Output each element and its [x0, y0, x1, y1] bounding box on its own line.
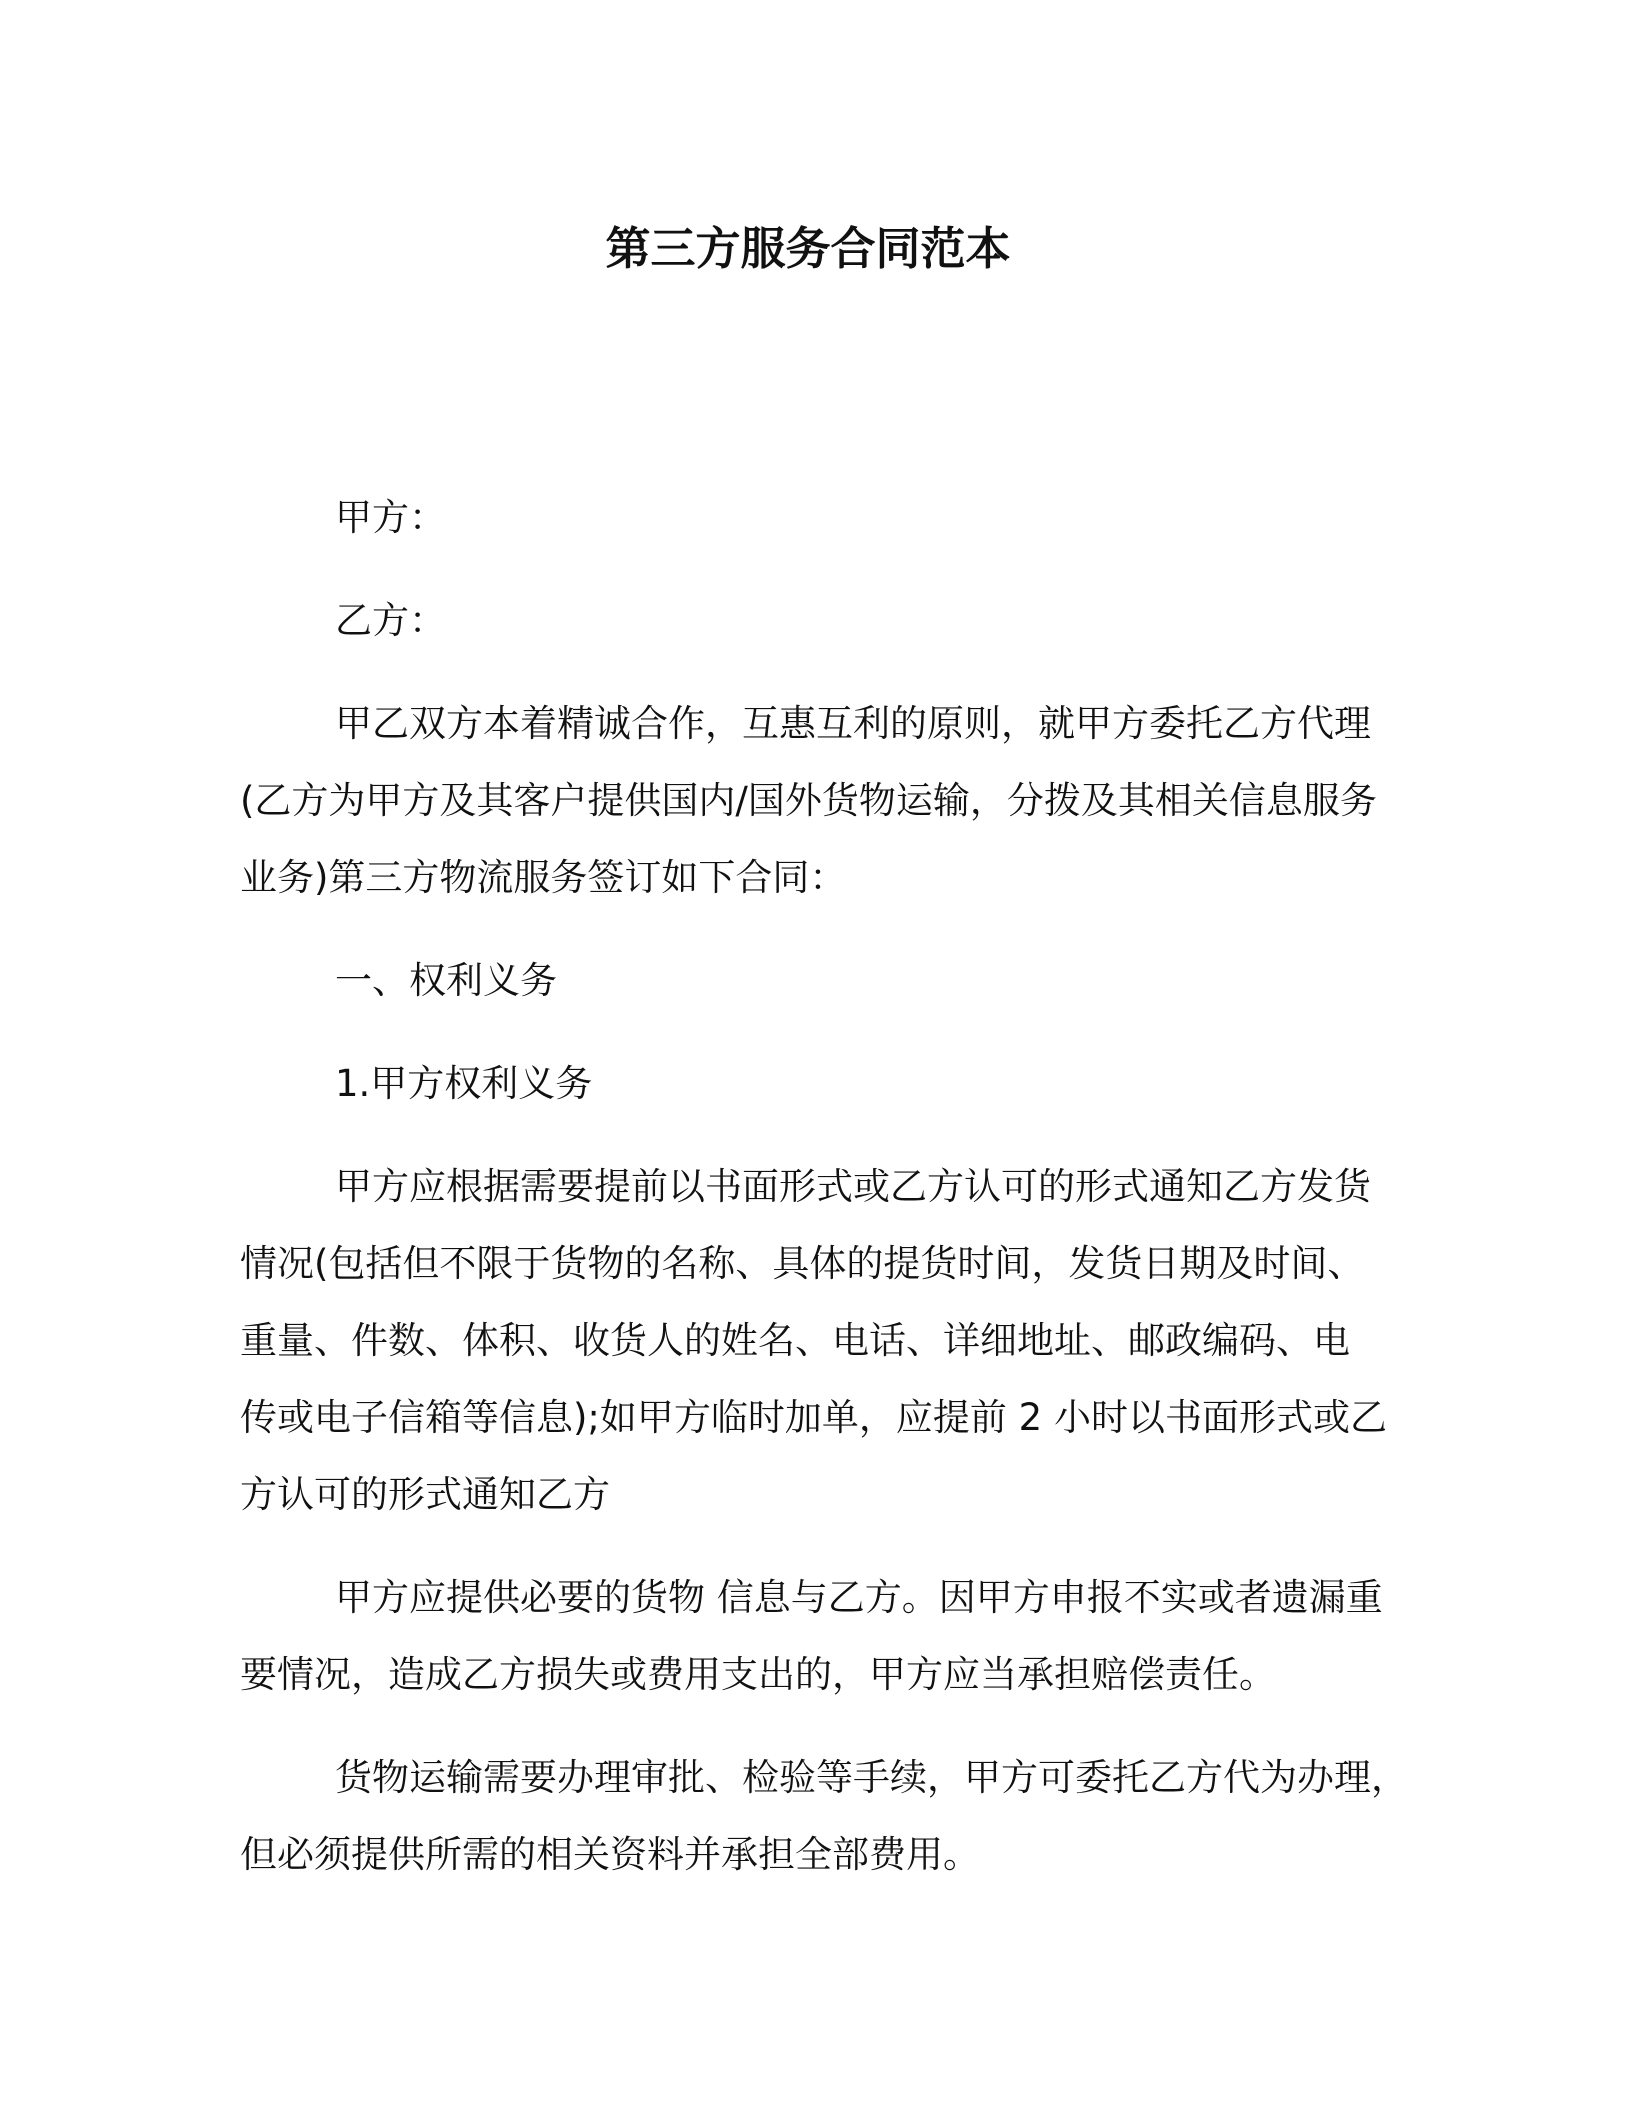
paragraph-line: (乙方为甲方及其客户提供国内/国外货物运输，分拨及其相关信息服务: [240, 779, 1377, 822]
paragraph-line: 传或电子信箱等信息);如甲方临时加单，应提前 2 小时以书面形式或乙: [240, 1396, 1387, 1439]
paragraph-line: 但必须提供所需的相关资料并承担全部费用。: [240, 1833, 980, 1876]
section-heading-text: 一、权利义务: [335, 959, 557, 1002]
document-body: [240, 479, 1408, 1919]
subsection-heading-party-a-rights: [240, 1045, 1390, 1122]
document-title: 第三方服务合同范本: [605, 222, 1011, 275]
paragraph-party-b: [240, 582, 1390, 659]
paragraph-line: 货物运输需要办理审批、检验等手续，甲方可委托乙方代为办理，: [335, 1756, 1408, 1799]
paragraph-line: 甲方应提供必要的货物 信息与乙方。因甲方申报不实或者遗漏重: [335, 1576, 1383, 1619]
paragraph-line: 情况(包括但不限于货物的名称、具体的提货时间，发货日期及时间、: [240, 1242, 1365, 1285]
paragraph-line: 重量、件数、体积、收货人的姓名、电话、详细地址、邮政编码、电: [240, 1319, 1350, 1362]
paragraph-line: 甲方应根据需要提前以书面形式或乙方认可的形式通知乙方发货: [335, 1165, 1371, 1208]
paragraph-line: 方认可的形式通知乙方: [240, 1473, 610, 1516]
paragraph-line: 要情况，造成乙方损失或费用支出的，甲方应当承担赔偿责任。: [240, 1653, 1276, 1696]
paragraph-cargo-info: [240, 1559, 1390, 1713]
paragraph-line: 业务)第三方物流服务签订如下合同：: [240, 856, 847, 899]
paragraph-line: 甲方：: [335, 496, 446, 539]
section-heading-rights-obligations: [240, 942, 1390, 1019]
paragraph-line: 甲乙双方本着精诚合作，互惠互利的原则，就甲方委托乙方代理: [335, 702, 1371, 745]
paragraph-approval-procedures: [240, 1739, 1408, 1893]
paragraph-preamble: [240, 685, 1390, 916]
paragraph-shipping-notice: [240, 1148, 1390, 1533]
subsection-heading-text: 1.甲方权利义务: [335, 1062, 593, 1105]
paragraph-party-a: [240, 479, 1390, 556]
paragraph-line: 乙方：: [335, 599, 446, 642]
